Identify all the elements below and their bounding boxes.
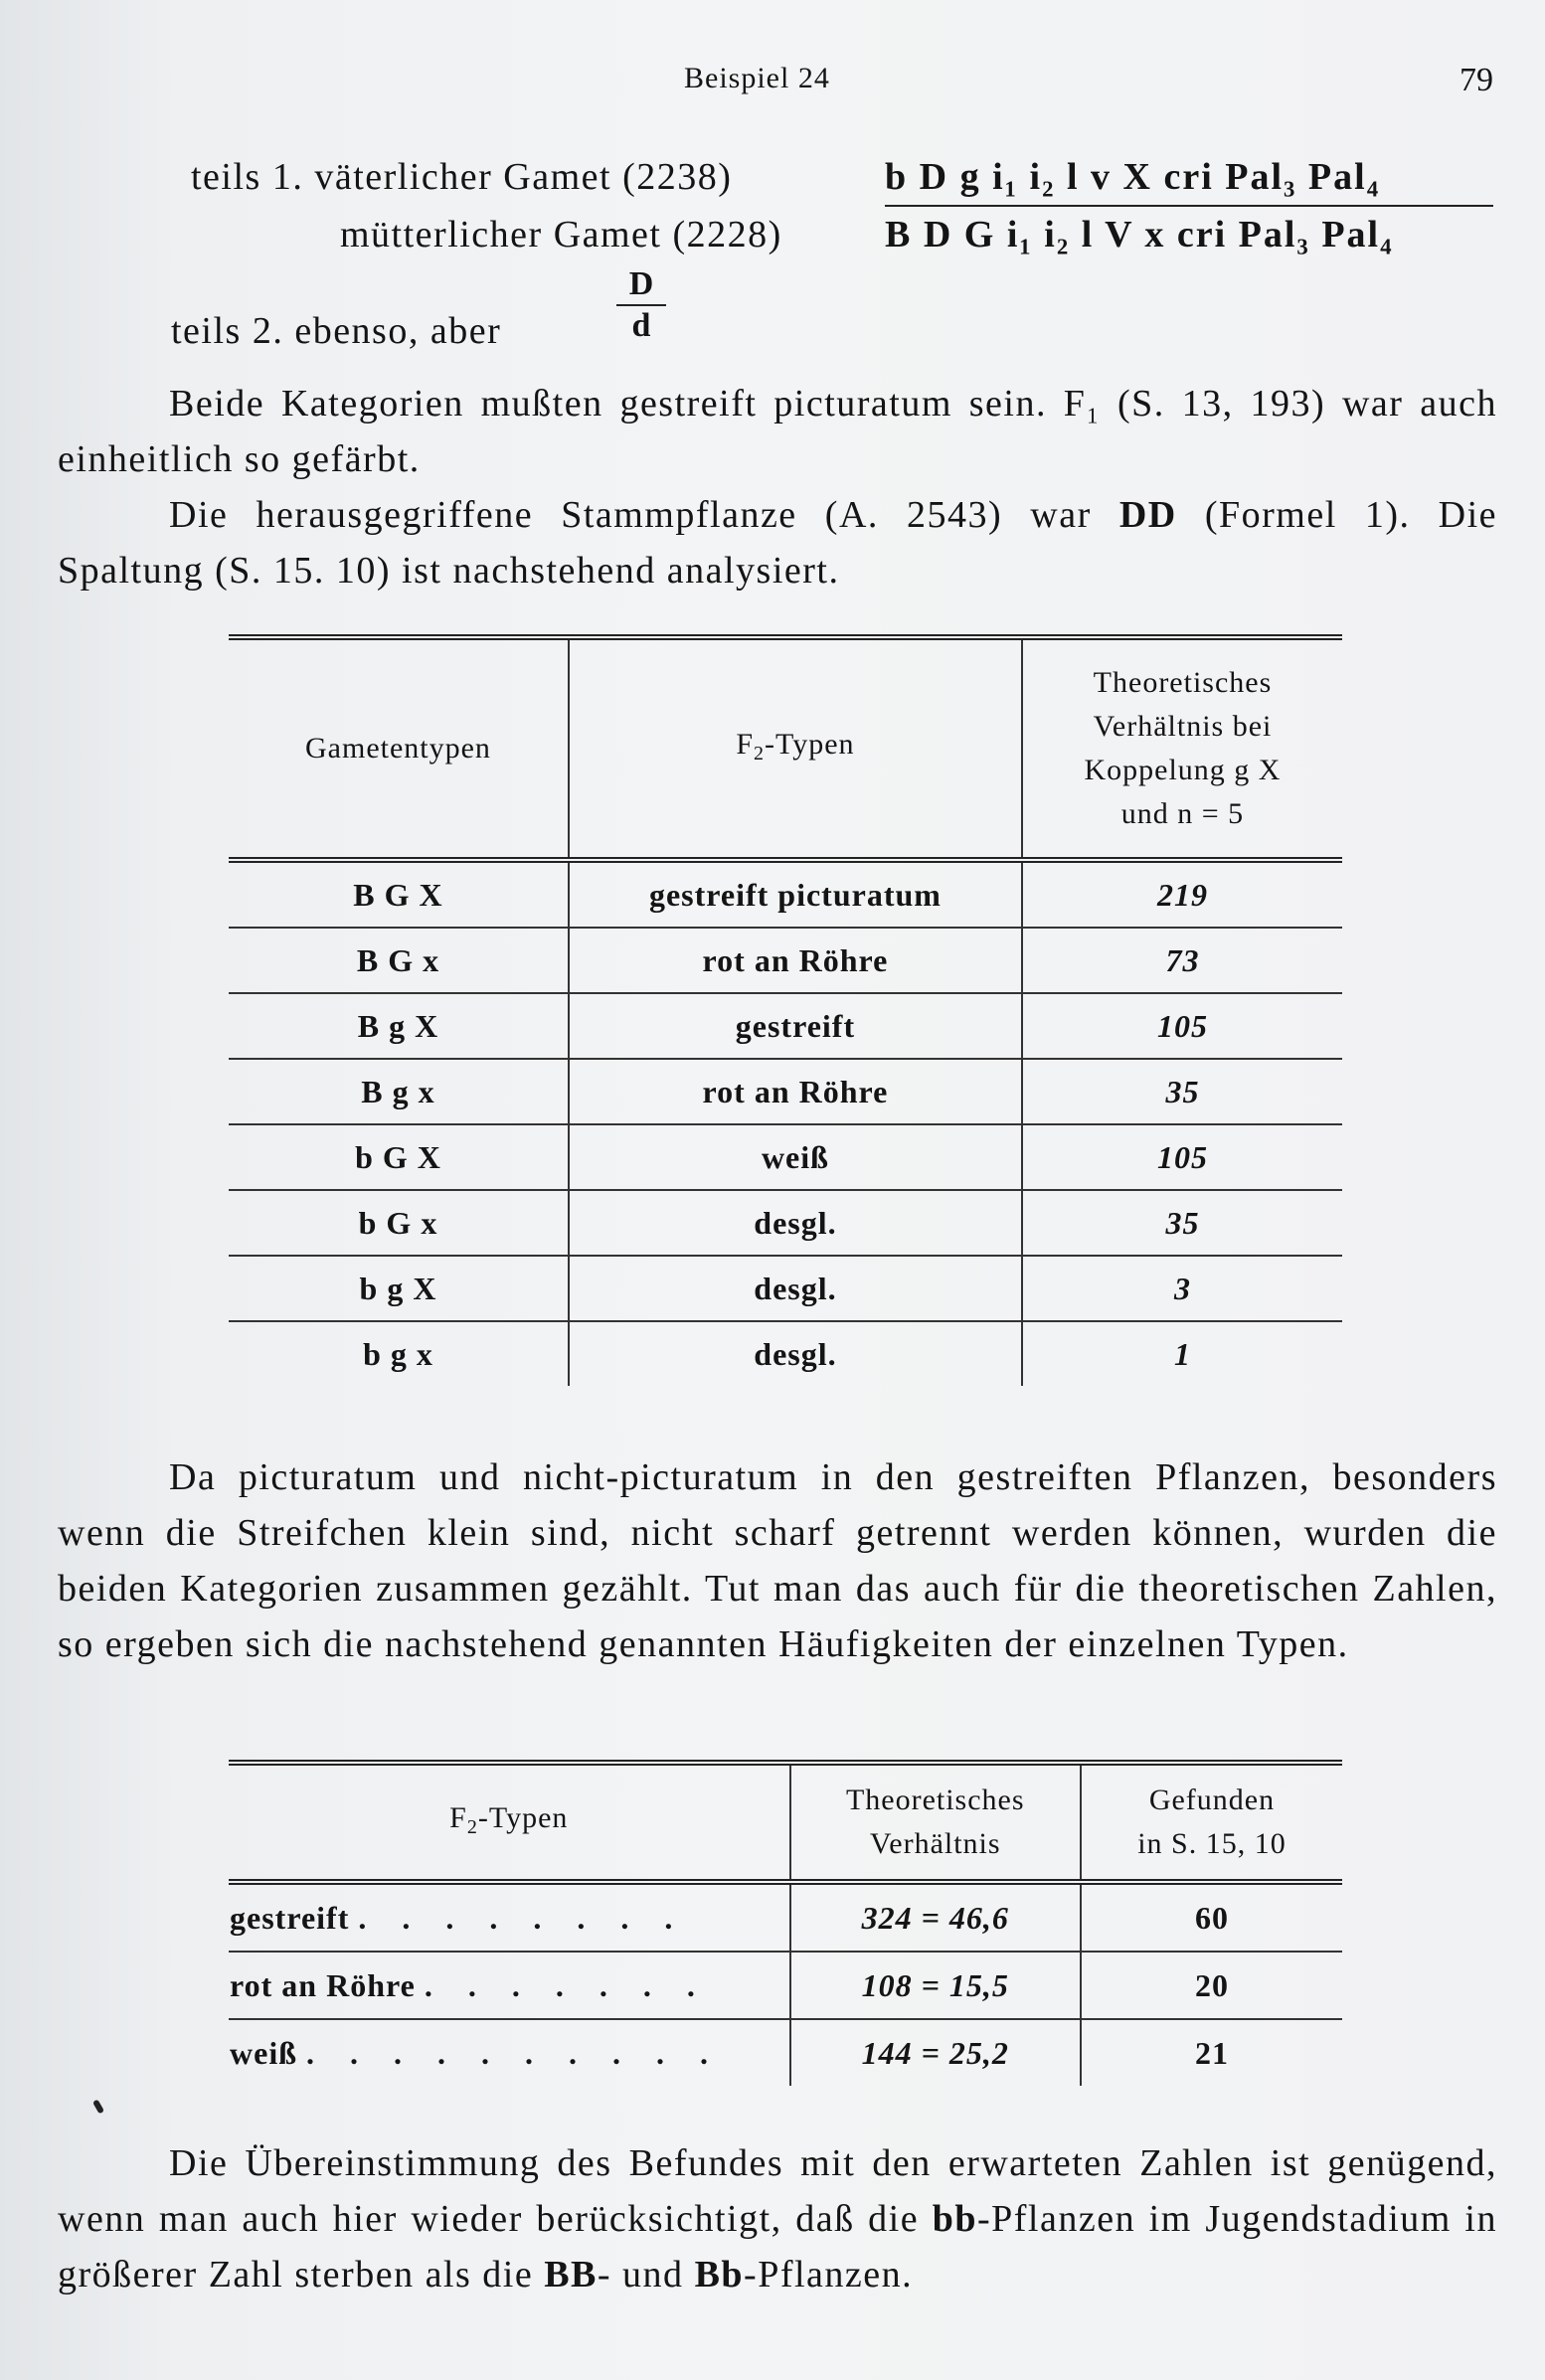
type-cell [229, 1952, 790, 2019]
leader-dots: . . . . . . . . [358, 1899, 687, 1936]
maternal-label: mütterlicher Gamet (2228) [340, 214, 782, 255]
theor-line-3: Koppelung g X [1084, 754, 1282, 786]
p2-text-a: Die herausgegriffene Stammpflanze (A. 2543) war [169, 494, 1119, 536]
f2-prefix: F [736, 727, 755, 761]
table-row [229, 860, 1342, 928]
paragraph-1: Beide Kategorien mußten gestreift picturatum sein. F₁ (S. 13, 193) war auch einheitlich so gefärbt. [58, 383, 1497, 480]
found-line-1: Gefunden [1148, 1784, 1276, 1816]
ratio-cell: 73 [1022, 928, 1342, 993]
p4-text-e: -Pflanzen. [744, 2254, 914, 2295]
paragraph-2 [58, 487, 1497, 598]
fraction-denominator: d [631, 307, 651, 344]
type-cell: gestreift [569, 993, 1022, 1059]
found-cell: 21 [1081, 2019, 1342, 2086]
type-cell: desgl. [569, 1321, 1022, 1386]
gamete-table [229, 634, 1342, 1386]
gamete-cell: B g X [229, 993, 569, 1059]
col-f2-typen [569, 637, 1022, 860]
found-cell: 60 [1194, 1899, 1229, 1936]
ratio-cell: 1 [1022, 1321, 1342, 1386]
gamete-cell: B G X [353, 876, 443, 913]
col-theoretical-ratio [790, 1763, 1081, 1882]
table-row [229, 2019, 1342, 2086]
teils-2-label: teils 2. ebenso, aber [171, 310, 502, 352]
table-row [229, 1321, 1342, 1386]
found-cell: 20 [1081, 1952, 1342, 2019]
frequency-table [229, 1760, 1342, 2086]
paragraph-3: Da picturatum und nicht-picturatum in den gestreiften Pflanzen, besonders wenn die Streifchen klein sind, nicht scharf getrennt werden können, wurden die beiden Kategorien zusammen gezählt. Tut man das auch für die theoretischen Zahlen, so ergeben sich die nachstehend genannten Häufigkeiten der einzelnen Typen. [58, 1456, 1497, 1665]
gamete-cell: b g x [229, 1321, 569, 1386]
table-row [229, 928, 1342, 993]
frequency-table-header [229, 1763, 1342, 1882]
ratio-cell: 105 [1022, 1124, 1342, 1190]
f2-suffix: -Typen [765, 727, 855, 761]
leader-dots: . . . . . . . [424, 1966, 709, 2003]
p4-text-a: Die Übereinstimmung des Befundes mit den erwarteten Zahlen ist genügend, wenn man auch hier wieder berücksichtigt, daß die [58, 2142, 1497, 2240]
ratio-cell: 324 = 46,6 [790, 1882, 1081, 1952]
type-label: rot an Röhre [230, 1966, 416, 2003]
p4-text-c: -Pflanzen im Jugendstadium in größerer Zahl sterben als die [58, 2198, 1497, 2295]
p4-bold-BB: BB [544, 2254, 598, 2295]
formula-line-2 [171, 303, 501, 359]
gamete-table-header [229, 637, 1342, 860]
type-cell: weiß [569, 1124, 1022, 1190]
formula-line-paternal [191, 149, 732, 205]
p4-text-d: - und [597, 2254, 695, 2295]
table-row [229, 1882, 1342, 1952]
fraction-numerator: D [628, 265, 654, 302]
formula-line-maternal [340, 207, 782, 262]
paternal-label: teils 1. väterlicher Gamet (2238) [191, 156, 733, 198]
theor-line-2: Verhältnis [869, 1827, 1001, 1860]
theor-line-1: Theoretisches [845, 1784, 1025, 1816]
type-cell: rot an Röhre [569, 1059, 1022, 1124]
p2-text-b: (Formel 1). Die Spaltung (S. 15. 10) ist nachstehend analysiert. [58, 494, 1497, 592]
f2-sub: 2 [754, 742, 766, 765]
f2-prefix: F [449, 1800, 467, 1834]
gamete-cell: B g x [229, 1059, 569, 1124]
paternal-genes: b D g i₁ i₂ l v X cri Pal₃ Pal₄ [885, 156, 1381, 198]
running-header [0, 62, 1545, 101]
found-line-2: in S. 15, 10 [1137, 1827, 1287, 1860]
d-fraction [616, 266, 666, 344]
theor-line-4: und n = 5 [1120, 797, 1245, 830]
f2-sub: 2 [466, 1815, 478, 1838]
theor-line-2: Verhältnis bei [1093, 710, 1273, 743]
gamete-cell: B G x [229, 928, 569, 993]
type-cell: desgl. [569, 1256, 1022, 1321]
ratio-cell: 108 = 15,5 [790, 1952, 1081, 2019]
gamete-cell: b G x [229, 1190, 569, 1256]
table-row [229, 1124, 1342, 1190]
gamete-cell: b g X [229, 1256, 569, 1321]
table-row [229, 1256, 1342, 1321]
gamete-cell: b G X [229, 1124, 569, 1190]
type-cell: desgl. [569, 1190, 1022, 1256]
table-row [229, 1952, 1342, 2019]
type-label: gestreift [230, 1899, 350, 1936]
theor-line-1: Theoretisches [1093, 666, 1273, 699]
table-row [229, 993, 1342, 1059]
type-cell: gestreift picturatum [569, 860, 1022, 928]
p2-bold-dd: DD [1118, 494, 1177, 536]
type-cell: rot an Röhre [569, 928, 1022, 993]
page-number: 79 [1459, 62, 1493, 98]
f2-suffix: -Typen [477, 1800, 569, 1834]
leader-dots: . . . . . . . . . . [306, 2034, 722, 2071]
ink-mark [92, 2099, 104, 2114]
table-row [229, 1190, 1342, 1256]
ratio-cell: 105 [1022, 993, 1342, 1059]
ratio-cell: 35 [1022, 1059, 1342, 1124]
p4-bold-Bb: Bb [694, 2254, 745, 2295]
col-theoretical-ratio [1022, 637, 1342, 860]
p4-bold-bb: bb [932, 2198, 977, 2240]
ratio-cell: 219 [1156, 876, 1208, 913]
ratio-cell: 3 [1022, 1256, 1342, 1321]
type-cell [229, 1882, 790, 1952]
ratio-cell: 35 [1022, 1190, 1342, 1256]
col-found [1081, 1763, 1342, 1882]
running-title: Beispiel 24 [684, 62, 830, 94]
fraction-bar [616, 304, 666, 306]
ratio-cell: 144 = 25,2 [790, 2019, 1081, 2086]
col-f2-typen [229, 1763, 790, 1882]
col-gametentypen: Gametentypen [305, 732, 491, 765]
paragraph-4 [58, 2135, 1497, 2302]
type-cell [229, 2019, 790, 2086]
type-label: weiß [230, 2034, 297, 2071]
table-row [229, 1059, 1342, 1124]
maternal-genes: B D G i₁ i₂ l V x cri Pal₃ Pal₄ [885, 214, 1394, 255]
